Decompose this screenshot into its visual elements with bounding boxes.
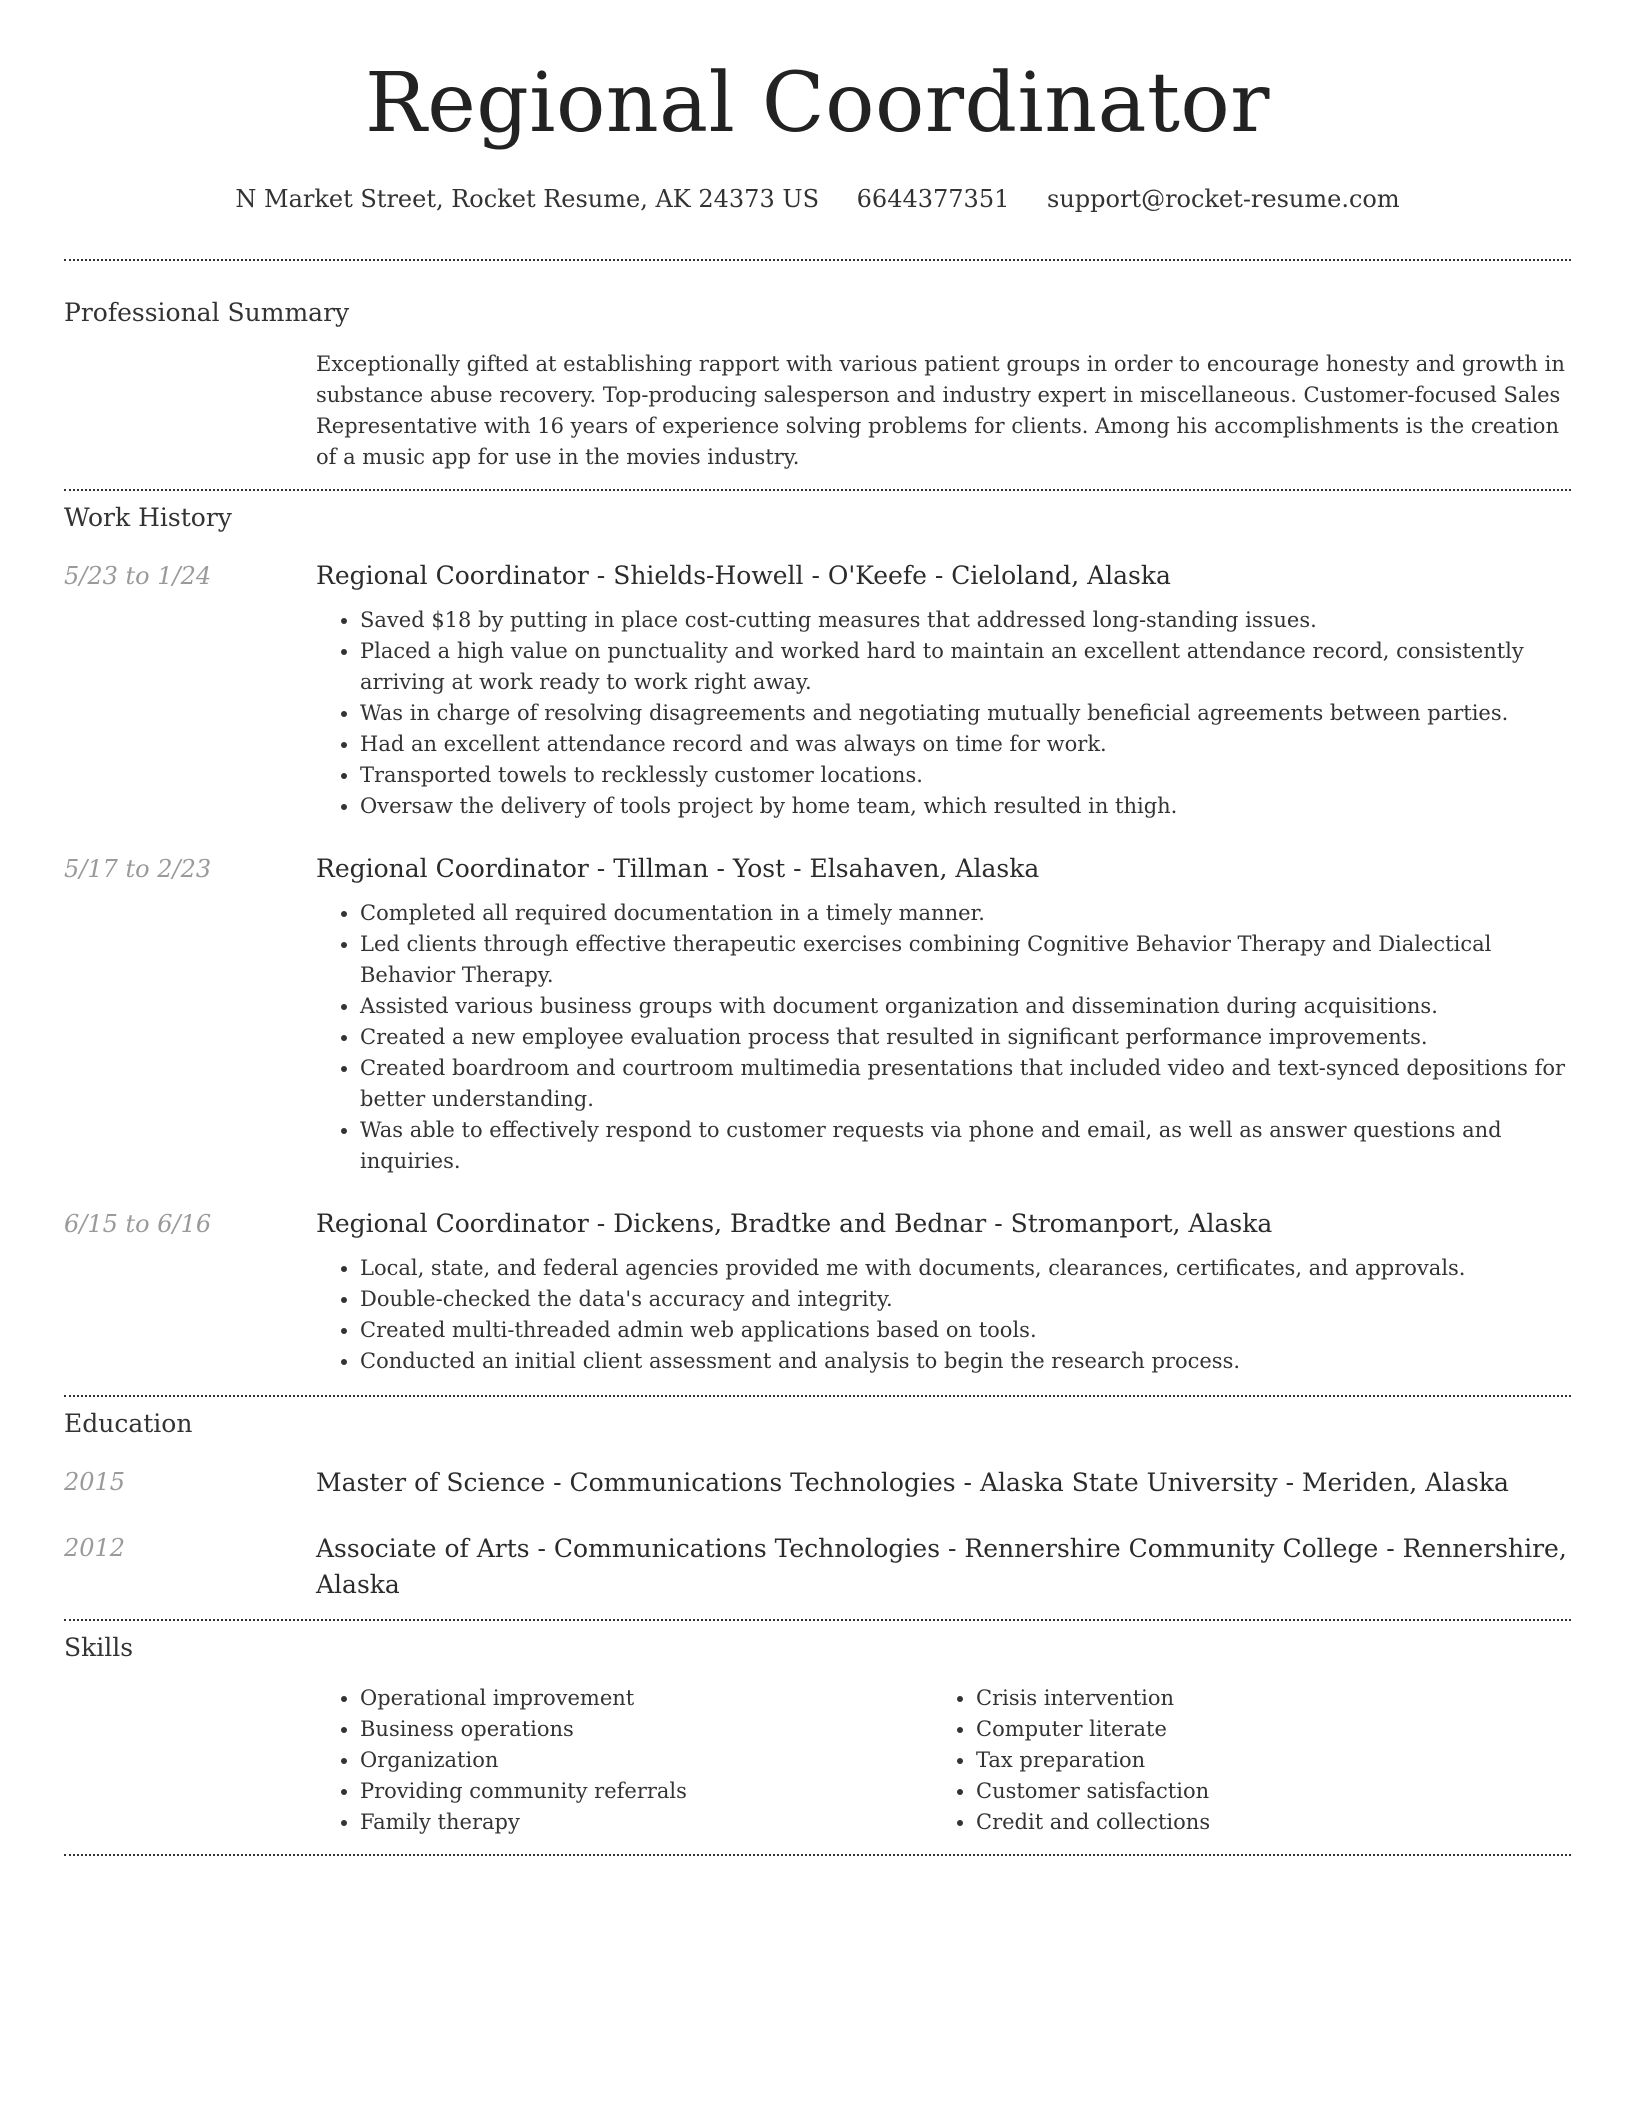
summary-text: Exceptionally gifted at establishing rapport with various patient groups in order to encourage honesty and growth in substance abuse recovery. Top-producing salesperson and industry expert in miscellaneous. Customer-focused Sales Representative with 16 years of experience solving problems for clients. Among his accomplishments is the creation of a music app for use in the movies industry.: [316, 352, 1565, 469]
job-entry: [64, 559, 1571, 822]
contact-email: support@rocket-resume.com: [1047, 185, 1400, 213]
skills-list: [316, 1683, 1571, 1838]
skill-item: • Credit and collections: [976, 1807, 1548, 1838]
skills-section: [64, 1632, 1571, 1838]
education-title: Associate of Arts - Communications Technologies - Rennershire Community College - Rennershire, Alaska: [316, 1534, 1567, 1599]
skill-item: • Computer literate: [976, 1714, 1548, 1745]
section-title-education: Education: [64, 1409, 193, 1438]
list-item: • Double-checked the data's accuracy and integrity.: [360, 1284, 1571, 1315]
divider: [64, 1395, 1571, 1397]
education-year: 2012: [64, 1534, 126, 1562]
skill-item: • Organization: [360, 1745, 932, 1776]
list-item: • Completed all required documentation in a timely manner.: [360, 898, 1571, 929]
education-entry: [64, 1465, 1571, 1501]
education-section: [64, 1408, 1571, 1603]
job-title: Regional Coordinator - Shields-Howell - O'Keefe - Cieloland, Alaska: [316, 561, 1171, 590]
section-title-skills: Skills: [64, 1633, 134, 1662]
work-history-section: [64, 502, 1571, 1377]
skills-column-right: [932, 1683, 1548, 1838]
divider: [64, 489, 1571, 491]
list-item: • Was in charge of resolving disagreements and negotiating mutually beneficial agreements between parties.: [360, 698, 1571, 729]
list-item: • Transported towels to recklessly customer locations.: [360, 760, 1571, 791]
skill-item: • Family therapy: [360, 1807, 932, 1838]
list-item: • Had an excellent attendance record and was always on time for work.: [360, 729, 1571, 760]
contact-address: N Market Street, Rocket Resume, AK 24373 US: [235, 185, 820, 213]
education-year: 2015: [64, 1468, 126, 1496]
skill-item: • Providing community referrals: [360, 1776, 932, 1807]
job-bullets: [316, 898, 1571, 1177]
divider: [64, 1619, 1571, 1621]
contact-line: [64, 184, 1571, 214]
skills-column-left: [316, 1683, 932, 1838]
contact-phone: 6644377351: [856, 185, 1010, 213]
list-item: • Created boardroom and courtroom multimedia presentations that included video and text-synced depositions for better understanding.: [360, 1053, 1571, 1115]
job-title: Regional Coordinator - Dickens, Bradtke and Bednar - Stromanport, Alaska: [316, 1209, 1273, 1238]
list-item: • Placed a high value on punctuality and worked hard to maintain an excellent attendance record, consistently arriving at work ready to work right away.: [360, 636, 1571, 698]
job-bullets: [316, 1253, 1571, 1377]
divider: [64, 1854, 1571, 1856]
divider: [64, 259, 1571, 261]
skill-item: • Operational improvement: [360, 1683, 932, 1714]
list-item: • Led clients through effective therapeutic exercises combining Cognitive Behavior Therapy and Dialectical Behavior Therapy.: [360, 929, 1571, 991]
list-item: • Conducted an initial client assessment and analysis to begin the research process.: [360, 1346, 1571, 1377]
job-dates: 5/17 to 2/23: [64, 855, 212, 883]
job-title: Regional Coordinator - Tillman - Yost - Elsahaven, Alaska: [316, 854, 1040, 883]
skill-item: • Business operations: [360, 1714, 932, 1745]
education-title: Master of Science - Communications Technologies - Alaska State University - Meriden, Alaska: [316, 1468, 1509, 1497]
job-entry: [64, 852, 1571, 1177]
list-item: • Local, state, and federal agencies provided me with documents, clearances, certificates, and approvals.: [360, 1253, 1571, 1284]
list-item: • Saved $18 by putting in place cost-cutting measures that addressed long-standing issues.: [360, 605, 1571, 636]
skill-item: • Tax preparation: [976, 1745, 1548, 1776]
resume-page: [64, 0, 1571, 1856]
skill-item: • Crisis intervention: [976, 1683, 1548, 1714]
section-title-summary: Professional Summary: [64, 298, 350, 327]
job-entry: [64, 1207, 1571, 1377]
list-item: • Created multi-threaded admin web applications based on tools.: [360, 1315, 1571, 1346]
list-item: • Created a new employee evaluation process that resulted in significant performance improvements.: [360, 1022, 1571, 1053]
job-bullets: [316, 605, 1571, 822]
job-dates: 6/15 to 6/16: [64, 1210, 212, 1238]
list-item: • Oversaw the delivery of tools project by home team, which resulted in thigh.: [360, 791, 1571, 822]
section-title-work-history: Work History: [64, 503, 232, 532]
list-item: • Assisted various business groups with document organization and dissemination during acquisitions.: [360, 991, 1571, 1022]
education-entry: [64, 1531, 1571, 1603]
summary-section: [64, 297, 1571, 473]
job-dates: 5/23 to 1/24: [64, 562, 212, 590]
skill-item: • Customer satisfaction: [976, 1776, 1548, 1807]
resume-name: Regional Coordinator: [365, 56, 1270, 151]
list-item: • Was able to effectively respond to customer requests via phone and email, as well as answer questions and inquiries.: [360, 1115, 1571, 1177]
